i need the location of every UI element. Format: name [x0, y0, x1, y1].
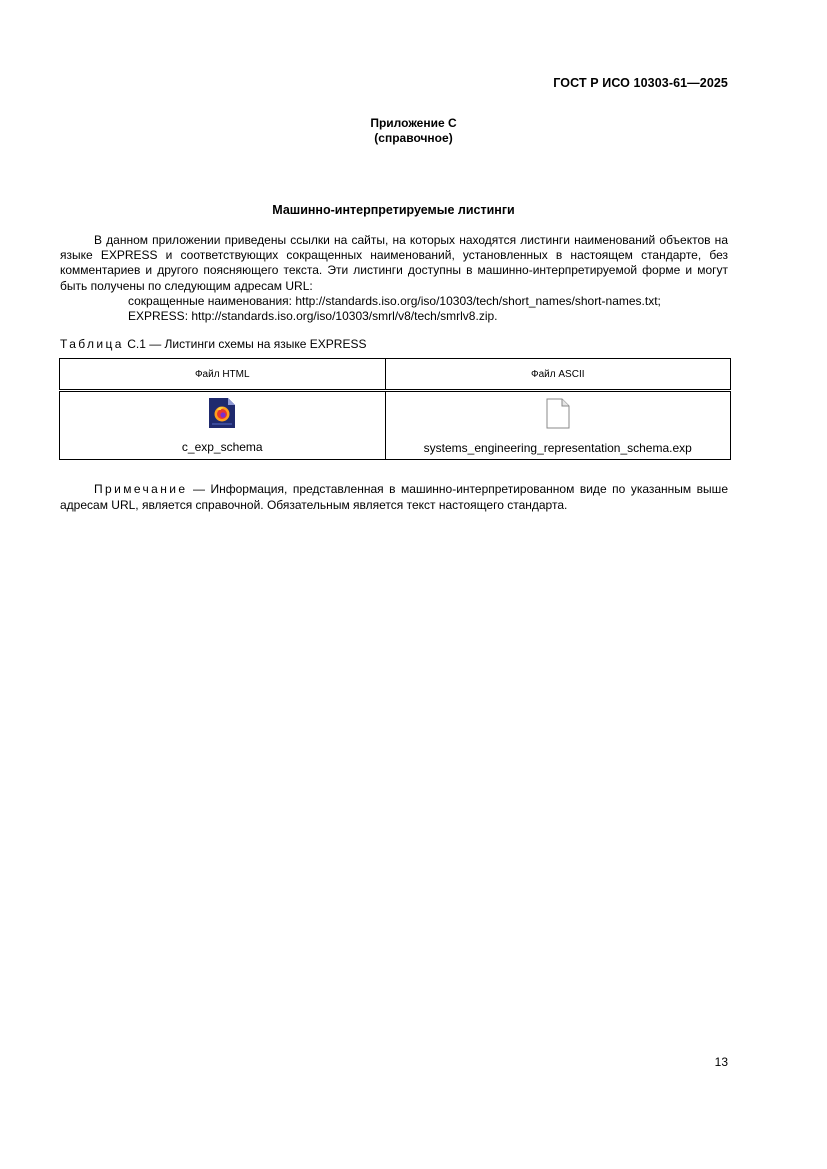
html-file-cell[interactable]: [60, 391, 386, 460]
section-title: Машинно-интерпретируемые листинги: [272, 203, 515, 217]
ascii-file-name[interactable]: systems_engineering_representation_schema.exp: [423, 441, 692, 455]
note: [60, 482, 728, 513]
blank-document-icon[interactable]: [546, 398, 570, 432]
express-url-line: EXPRESS: http://standards.iso.org/iso/10303/smrl/v8/tech/smrlv8.zip.: [128, 309, 498, 324]
note-text: — Информация, представленная в машинно-интерпретированном виде по указанным выше адресам URL, является справочной. Обязательным является текст настоящего стандарта.: [60, 482, 728, 512]
html-file-name[interactable]: c_exp_schema: [181, 440, 263, 454]
firefox-html-file-icon[interactable]: [209, 398, 235, 431]
table-header-row: [60, 359, 731, 391]
table-caption-text: С.1 — Листинги схемы на языке EXPRESS: [127, 337, 367, 351]
table-caption: [60, 337, 366, 351]
table-row: [60, 391, 731, 460]
listings-table: [59, 358, 731, 460]
ascii-file-cell[interactable]: [385, 391, 730, 460]
page-number: 13: [714, 1055, 728, 1069]
note-label: Примечание: [94, 482, 188, 496]
standard-code: ГОСТ Р ИСО 10303-61—2025: [553, 76, 728, 90]
intro-paragraph: В данном приложении приведены ссылки на сайты, на которых находятся листинги наименований объектов на языке EXPRESS и соответствующих сокращенных наименований, установленных в настоящем стандарте, без комментариев и другого поясняющего текста. Эти листинги доступны в машинно-интерпретируемой форме и могут быть получены по следующим адресам URL:: [60, 233, 728, 293]
header-ascii-file: Файл ASCII: [385, 359, 730, 391]
annex-heading: [0, 116, 827, 146]
intro-text: [60, 233, 728, 324]
annex-title: Приложение С: [370, 116, 457, 130]
header-html-file: Файл HTML: [60, 359, 386, 391]
short-names-url-line: сокращенные наименования: http://standards.iso.org/iso/10303/tech/short_names/short-names.txt;: [128, 293, 661, 308]
table-caption-prefix: Таблица: [60, 337, 124, 351]
annex-subtitle: (справочное): [374, 131, 453, 145]
